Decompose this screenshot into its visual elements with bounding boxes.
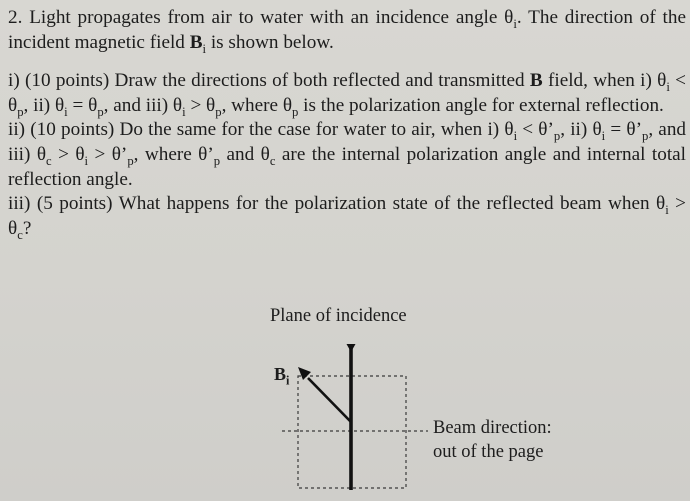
plane-of-incidence-label: Plane of incidence <box>270 306 407 326</box>
question-number: 2. <box>8 7 23 28</box>
part-1: i) (10 points) Draw the directions of both reflected and transmitted B field, when i) $\theta_i < \theta_p$, ii) $\theta_i = \theta_p$, and iii) $\theta_i > \theta_p$, where $\theta_p$ is the polarization angle for external reflection. <box>8 70 686 119</box>
part-2: ii) (10 points) Do the same for the case for water to air, when i) $\theta_i$ < $\theta’_p$, ii) $\theta_i$ = $\theta’_p$, and iii) $\theta_c > \theta_i$ > $\theta’_p$, where $\theta’_p$ and $\theta_c$ are the internal polarization angle and internal total reflection angle. <box>8 119 687 190</box>
b-field-vector <box>308 378 351 422</box>
question-text <box>8 6 686 241</box>
plane-arrow-head <box>347 344 356 352</box>
question-intro: 2. Light propagates from air to water with an incidence angle $\theta_i$. The direction of the incident magnetic field $B_i$ is shown below. <box>8 7 686 56</box>
plane-of-incidence-diagram <box>260 300 590 490</box>
beam-direction-label: Beam direction: out of the page <box>433 418 552 462</box>
part-3: iii) (5 points) What happens for the polarization state of the reflected beam when $\theta_i > \theta_c$? <box>8 193 687 242</box>
b-field-label: $B_i$ <box>274 364 290 388</box>
